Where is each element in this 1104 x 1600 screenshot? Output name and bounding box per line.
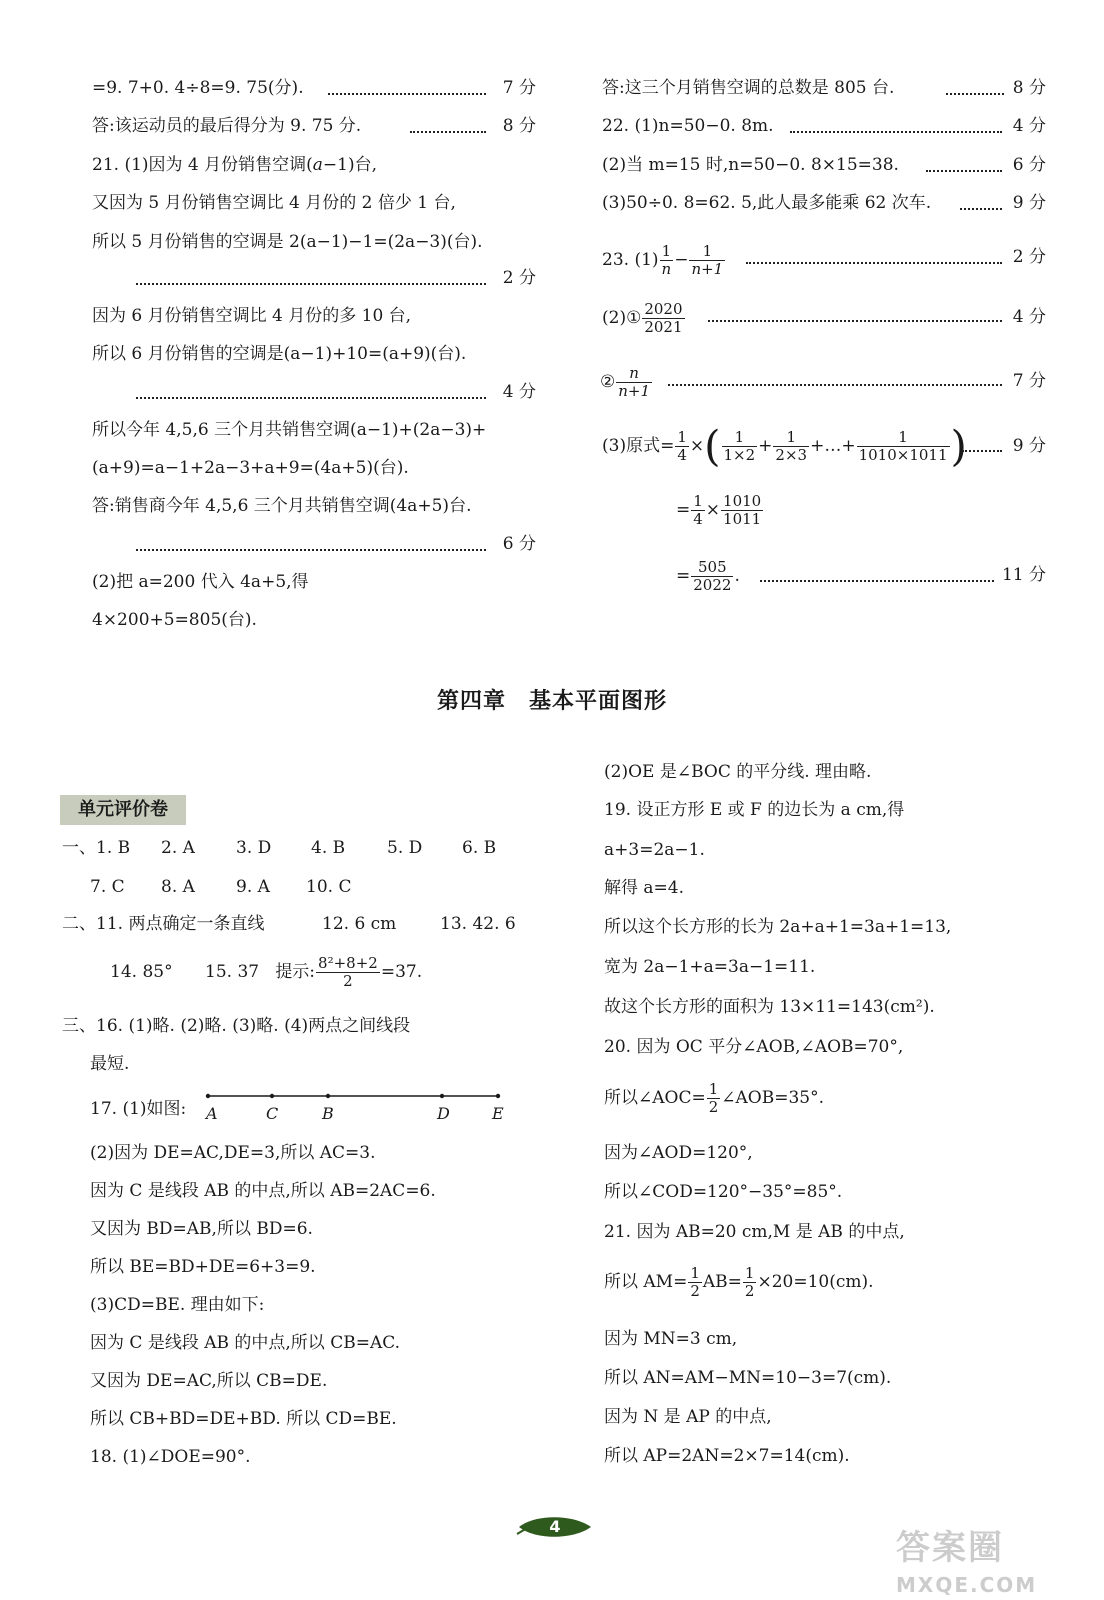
watermark-url: MXQE.COM xyxy=(896,1573,1038,1597)
point-dot xyxy=(206,1094,210,1098)
line-segment-figure xyxy=(200,1088,512,1128)
answer-item: 9. A xyxy=(236,877,270,897)
fraction-line: 所以∠AOC= $\frac{1}{2}$ ∠AOB=35°. xyxy=(604,1080,824,1116)
text-line: 又因为 5 月份销售空调比 4 月份的 2 倍少 1 台, xyxy=(92,193,456,213)
score-points: 7 分 xyxy=(1012,371,1046,391)
watermark-text: 答案圈 xyxy=(896,1528,1004,1568)
score-points: 6 分 xyxy=(502,534,536,554)
text-line: 又因为 DE=AC,所以 CB=DE. xyxy=(90,1371,328,1391)
fraction-line: (3)原式= $\frac{1}{4}$ ×( $\frac{1}{1\times 2}$ + $\frac{1}{2\times 3}$ +…+ $\frac{1}{1010\times 1011}$ ) xyxy=(602,421,967,471)
text-line: 所以这个长方形的长为 2a+a+1=3a+1=13, xyxy=(604,917,952,937)
text-line: 答:这三个月销售空调的总数是 805 台. xyxy=(602,78,895,98)
text-line: 答:销售商今年 4,5,6 三个月共销售空调(4a+5)台. xyxy=(92,496,472,516)
fraction-line: (2)① $\frac{2020}{2021}$ xyxy=(602,300,683,336)
answer-item: 6. B xyxy=(462,838,497,858)
point-dot xyxy=(270,1094,274,1098)
text-line: 因为 6 月份销售空调比 4 月份的多 10 台, xyxy=(92,306,412,326)
text-line: 最短. xyxy=(90,1054,130,1074)
text-line: 21. (1)因为 4 月份销售空调(a−1)台, xyxy=(92,155,378,175)
leader-dots xyxy=(410,131,486,133)
leader-dots xyxy=(668,384,1002,386)
text-line: 答:该运动员的最后得分为 9. 75 分. xyxy=(92,116,362,136)
leader-dots xyxy=(746,262,1002,264)
point-dot xyxy=(440,1094,444,1098)
text-line: 所以 AP=2AN=2×7=14(cm). xyxy=(604,1446,850,1466)
score-points: 4 分 xyxy=(1012,307,1046,327)
text-line: (3)CD=BE. 理由如下: xyxy=(90,1295,265,1315)
answer-item: 13. 42. 6 xyxy=(440,914,516,934)
answer-item: 10. C xyxy=(306,877,352,897)
score-points: 8 分 xyxy=(502,116,536,136)
leader-dots xyxy=(136,397,486,399)
score-points: 4 分 xyxy=(502,382,536,402)
text-line: 所以 6 月份销售的空调是(a−1)+10=(a+9)(台). xyxy=(92,344,467,364)
watermark-logo xyxy=(896,1520,1092,1597)
fraction-line: = $\frac{1}{4}$ × $\frac{1010}{1011}$ xyxy=(676,492,762,528)
score-points: 9 分 xyxy=(1012,193,1046,213)
score-points: 11 分 xyxy=(1001,565,1046,585)
text-line: 解得 a=4. xyxy=(604,878,685,898)
fraction-line: ② $\frac{n}{n+1}$ xyxy=(600,364,651,400)
point-dot xyxy=(326,1094,330,1098)
text-line: 因为 MN=3 cm, xyxy=(604,1329,738,1349)
text-line: 三、16. (1)略. (2)略. (3)略. (4)两点之间线段 xyxy=(62,1016,411,1036)
leader-dots xyxy=(946,93,1004,95)
text-line: 所以 BE=BD+DE=6+3=9. xyxy=(90,1257,316,1277)
text-line: 18. (1)∠DOE=90°. xyxy=(90,1447,251,1467)
text-line: 所以 5 月份销售的空调是 2(a−1)−1=(2a−3)(台). xyxy=(92,232,483,252)
text-line: (2)OE 是∠BOC 的平分线. 理由略. xyxy=(604,762,872,782)
page-number xyxy=(515,1512,595,1542)
unit-badge: 单元评价卷 xyxy=(60,795,186,825)
answer-item: 7. C xyxy=(90,877,125,897)
text-line: 20. 因为 OC 平分∠AOB,∠AOB=70°, xyxy=(604,1037,904,1057)
text-line: a+3=2a−1. xyxy=(604,840,705,860)
text-line: 19. 设正方形 E 或 F 的边长为 a cm,得 xyxy=(604,800,905,820)
leader-dots xyxy=(960,208,1002,210)
point-label: B xyxy=(322,1104,334,1123)
leader-dots xyxy=(328,93,486,95)
leader-dots xyxy=(708,320,1002,322)
point-dot xyxy=(496,1094,500,1098)
text-line: 21. 因为 AB=20 cm,M 是 AB 的中点, xyxy=(604,1222,905,1242)
answer-item: 8. A xyxy=(161,877,195,897)
score-points: 8 分 xyxy=(1012,78,1046,98)
text-line: (2)把 a=200 代入 4a+5,得 xyxy=(92,572,309,592)
fraction-line: 所以 AM= $\frac{1}{2}$ AB= $\frac{1}{2}$ ×20=10(cm). xyxy=(604,1264,874,1300)
fraction-line: = $\frac{505}{2022}$ . xyxy=(676,558,740,594)
point-label: A xyxy=(206,1104,218,1123)
leader-dots xyxy=(136,549,486,551)
answer-item: 14. 85° 15. 37 提示: $\frac{\text{8²+8+2}}{2}$ =37. xyxy=(110,954,423,990)
point-label: D xyxy=(437,1104,450,1123)
answer-item: 12. 6 cm xyxy=(322,914,397,934)
chapter-title: 第四章 基本平面图形 xyxy=(436,689,667,714)
answer-item: 4. B xyxy=(311,838,346,858)
answer-item: 2. A xyxy=(161,838,195,858)
text-line: 故这个长方形的面积为 13×11=143(cm²). xyxy=(604,997,935,1017)
score-points: 2 分 xyxy=(1012,247,1046,267)
point-label: E xyxy=(492,1104,504,1123)
score-points: 6 分 xyxy=(1012,155,1046,175)
text-line: 因为 C 是线段 AB 的中点,所以 CB=AC. xyxy=(90,1333,401,1353)
answer-item: 3. D xyxy=(236,838,272,858)
page-number-label: 4 xyxy=(549,1517,561,1536)
score-points: 9 分 xyxy=(1012,436,1046,456)
text-line: =9. 7+0. 4÷8=9. 75(分). xyxy=(92,78,304,98)
text-line: 所以今年 4,5,6 三个月共销售空调(a−1)+(2a−3)+ xyxy=(92,420,487,440)
score-points: 7 分 xyxy=(502,78,536,98)
leader-dots xyxy=(790,131,1002,133)
text-line: 17. (1)如图: xyxy=(90,1099,187,1119)
text-line: 宽为 2a−1+a=3a−1=11. xyxy=(604,957,816,977)
text-line: 22. (1)n=50−0. 8m. xyxy=(602,116,774,136)
text-line: 又因为 BD=AB,所以 BD=6. xyxy=(90,1219,313,1239)
leader-dots xyxy=(760,580,994,582)
leader-dots xyxy=(962,450,1002,452)
answer-item: 二、11. 两点确定一条直线 xyxy=(62,914,265,934)
text-line: 因为 C 是线段 AB 的中点,所以 AB=2AC=6. xyxy=(90,1181,436,1201)
text-line: (2)因为 DE=AC,DE=3,所以 AC=3. xyxy=(90,1143,376,1163)
leader-dots xyxy=(136,283,486,285)
score-points: 4 分 xyxy=(1012,116,1046,136)
answer-item: 一、1. B xyxy=(62,838,131,858)
text-line: (2)当 m=15 时,n=50−0. 8×15=38. xyxy=(602,155,899,175)
text-line: 因为∠AOD=120°, xyxy=(604,1143,753,1163)
fraction-line: 23. (1) $\frac{1}{n}$ − $\frac{1}{n+1}$ xyxy=(602,242,724,278)
answer-item: 5. D xyxy=(387,838,423,858)
text-line: (a+9)=a−1+2a−3+a+9=(4a+5)(台). xyxy=(92,458,409,478)
text-line: 4×200+5=805(台). xyxy=(92,610,257,630)
text-line: 所以 AN=AM−MN=10−3=7(cm). xyxy=(604,1368,892,1388)
point-label: C xyxy=(266,1104,279,1123)
score-points: 2 分 xyxy=(502,268,536,288)
text-line: 所以∠COD=120°−35°=85°. xyxy=(604,1182,843,1202)
text-line: 所以 CB+BD=DE+BD. 所以 CD=BE. xyxy=(90,1409,397,1429)
text-line: (3)50÷0. 8=62. 5,此人最多能乘 62 次车. xyxy=(602,193,932,213)
leader-dots xyxy=(926,170,1002,172)
text-line: 因为 N 是 AP 的中点, xyxy=(604,1407,772,1427)
